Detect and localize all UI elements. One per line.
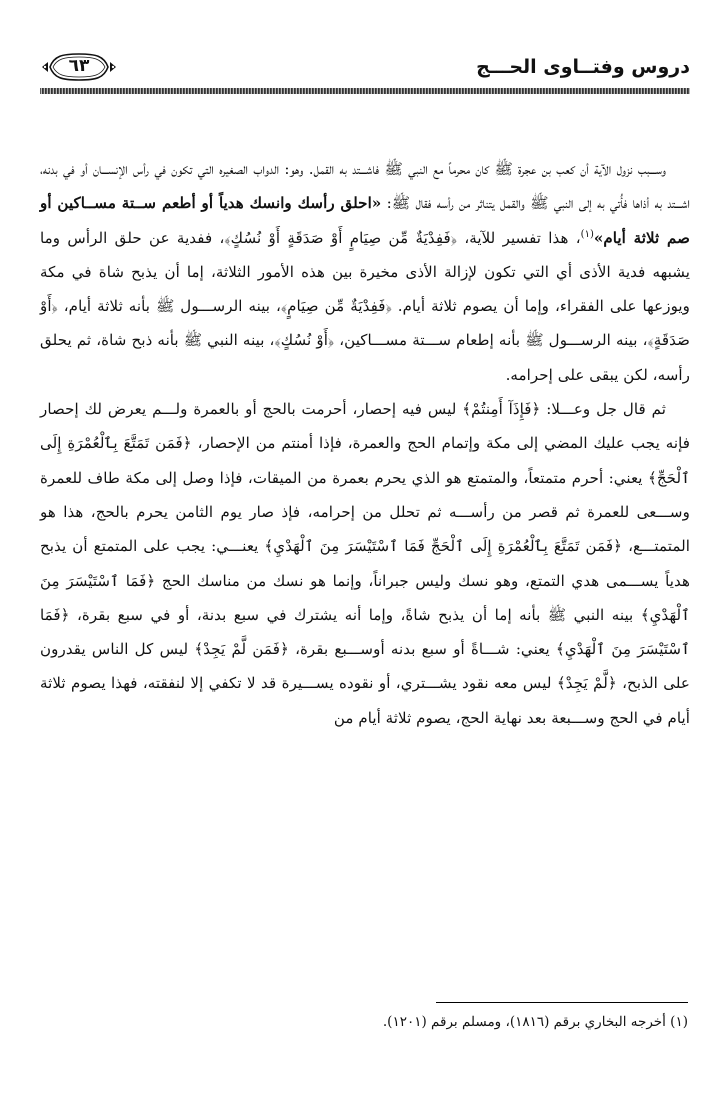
hadith-quote: «احلق رأسك وانسك هدياً أو أطعم ســتة مســاكين أو صم ثلاثة أيام» (40, 194, 690, 247)
paragraph (40, 152, 690, 392)
page-number-badge (40, 52, 118, 82)
footnote-divider (436, 1002, 688, 1003)
paragraph-text: وســـبب نزول الآية أن كعب بن عجرة ﷺ كان محرماً مع النبي ﷺ فاشـــتد به القمل. وهو: الدواب الصغيره التي تكون في رأس الإنســـان أو في بدنه، اشـــتد به أذاها فأُتي به إلى النبي ﷺ والقمل يتناثر من رأسه فقال ﷺ: (40, 160, 690, 213)
footnote-marker: (١) (580, 228, 594, 240)
page-number: ٦٣ (68, 56, 90, 76)
paragraph-text: ، هذا تفسير للآية، ﴿فَفِدْيَةٌ مِّن صِيَامٍ أَوْ صَدَقَةٍ أَوْ نُسُكٍ﴾، ففدية عن حلق الرأس وما يشبهه فدية الأذى أي التي تكون لإزالة الأذى مخيرة بين هذه الأمور الثلاثة، إما أن يذبح شاة في مكة ويوزعها على الفقراء، وإما أن يصوم ثلاثة أيام. ﴿فَفِدْيَةٌ مِّن صِيَامٍ﴾، بينه الرســـول ﷺ بأنه ثلاثة أيام، ﴿أَوْ صَدَقَةٍ﴾، بينه الرســـول ﷺ بأنه إطعام ســـتة مســـاكين، ﴿أَوْ نُسُكٍ﴾، بينه النبي ﷺ بأنه ذبح شاة، ثم يحلق رأسه، لكن يبقى على إحرامه. (40, 228, 690, 384)
book-title: دروس وفتــاوى الحـــج (476, 56, 690, 78)
main-text (40, 152, 690, 735)
footnote: (١) أخرجه البخاري برقم (١٨١٦)، ومسلم برقم (١٢٠١). (382, 1014, 688, 1030)
paragraph: ثم قال جل وعـــلا: ﴿فَإِذَآ أَمِنتُمْ﴾ ليس فيه إحصار، أحرمت بالحج أو بالعمرة ولـــم يعرض لك إحصار فإنه يجب عليك المضي إلى مكة وإتمام الحج والعمرة، فإذا أمنتم من الإحصار، ﴿فَمَن تَمَتَّعَ بِٱلْعُمْرَةِ إِلَى ٱلْحَجِّ﴾ يعني: أحرم متمتعاً، والمتمتع هو الذي يحرم بعمرة من الميقات، فإذا وصل إلى مكة طاف للعمرة وســـعى للعمرة ثم قصر من رأســـه ثم تحلل من إحرامه، فإذ صار يوم الثامن يحرم بالحج، هذا هو المتمتـــع، ﴿فَمَن تَمَتَّعَ بِٱلْعُمْرَةِ إِلَى ٱلْحَجِّ فَمَا ٱسْتَيْسَرَ مِنَ ٱلْهَدْيِ﴾ يعنـــي: يجب على المتمتع أن يذبح هدياً يســـمى هدي التمتع، وهو نسك وليس جبراناً، وإنما هو نسك من مناسك الحج ﴿فَمَا ٱسْتَيْسَرَ مِنَ ٱلْهَدْيِ﴾ بينه النبي ﷺ بأنه إما أن يذبح شاةً، وإما أنه يشترك في سبع بدنة، أو في سبع بقرة، ﴿فَمَا ٱسْتَيْسَرَ مِنَ ٱلْهَدْيِ﴾ يعني: شـــاةً أو سبع بدنه أوســـبع بقرة، ﴿فَمَن لَّمْ يَجِدْ﴾ ليس كل الناس يقدرون على الذبح، ﴿لَّمْ يَجِدْ﴾ ليس معه نقود يشـــتري، أو نقوده يســـيرة قد لا تكفي إلا لنفقته، فهذا يصوم ثلاثة أيام في الحج وســـبعة بعد نهاية الحج، يصوم ثلاثة أيام من (40, 400, 690, 727)
page-header (40, 52, 690, 92)
header-divider (40, 88, 690, 94)
